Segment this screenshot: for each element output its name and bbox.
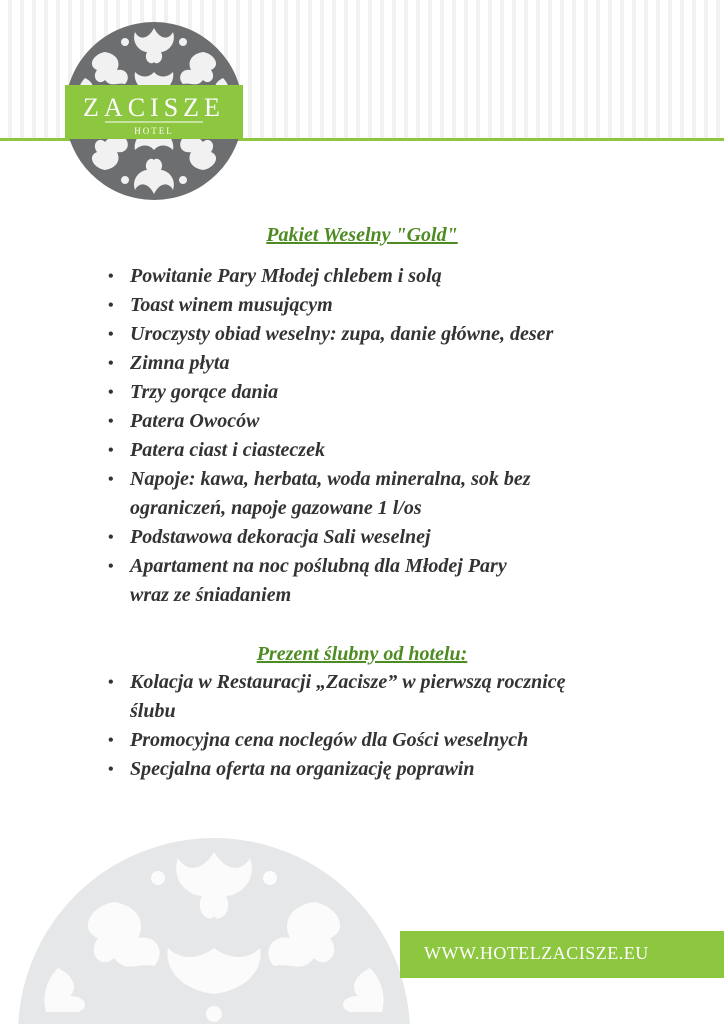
list-item: • Patera Owoców: [108, 407, 628, 436]
list-item: • Kolacja w Restauracji „Zacisze” w pierwszą rocznicę ślubu: [108, 668, 610, 726]
list-item: • Podstawowa dekoracja Sali weselnej: [108, 523, 628, 552]
list-item: • Zimna płyta: [108, 349, 628, 378]
list-item: • Toast winem musującym: [108, 291, 628, 320]
list-item: • Promocyjna cena noclegów dla Gości weselnych: [108, 726, 628, 755]
list-item: • Trzy gorące dania: [108, 378, 628, 407]
logo-sub: HOTEL: [134, 126, 174, 136]
list-item: • Powitanie Pary Młodej chlebem i solą: [108, 262, 628, 291]
list-item: • Specjalna oferta na organizację poprawin: [108, 755, 628, 784]
logo-name: ZACISZE: [83, 93, 225, 122]
website-bar: [400, 931, 724, 978]
package-list: [108, 262, 628, 610]
list-item: • Patera ciast i ciasteczek: [108, 436, 628, 465]
list-item: • Napoje: kawa, herbata, woda mineralna, sok bez ograniczeń, napoje gazowane 1 l/os: [108, 465, 570, 523]
list-item: • Apartament na noc poślubną dla Młodej Pary wraz ze śniadaniem: [108, 552, 550, 610]
gift-title: Prezent ślubny od hotelu:: [256, 643, 468, 665]
hotel-logo-seal: [65, 22, 243, 200]
package-title: Pakiet Weselny "Gold": [266, 224, 458, 246]
list-item: • Uroczysty obiad weselny: zupa, danie główne, deser: [108, 320, 628, 349]
website-link[interactable]: WWW.HOTELZACISZE.EU: [424, 943, 649, 963]
gift-list: [108, 668, 628, 784]
decorative-seal-watermark: [18, 838, 418, 1024]
